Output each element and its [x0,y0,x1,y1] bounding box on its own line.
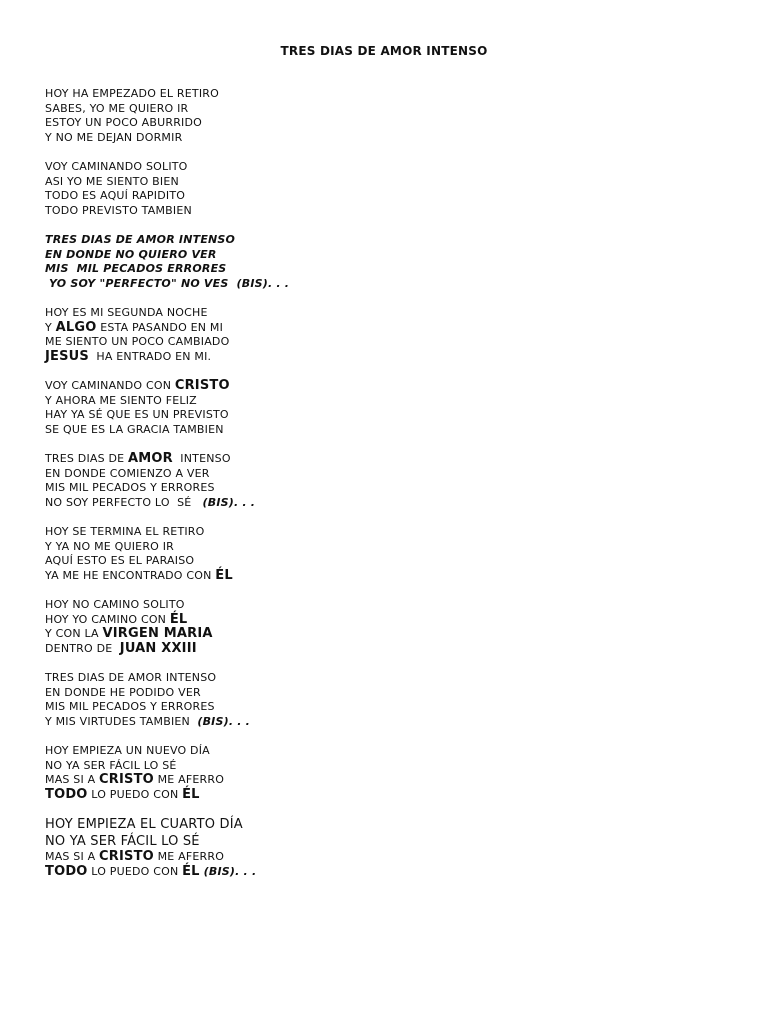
lyric-text: Y CON LA [45,627,103,640]
lyric-line: EN DONDE NO QUIERO VER [45,247,217,261]
lyric-line: EN DONDE HE PODIDO VER [45,685,201,699]
emphasis-word: CRISTO [99,772,154,787]
stanza-3 [45,306,605,364]
emphasis-word: ÉL [169,611,188,627]
lyric-line: ESTOY UN POCO ABURRIDO [45,116,203,129]
emphasis-word: AMOR [128,451,173,466]
lyric-line [45,788,605,803]
lyric-line [45,569,605,584]
lyric-line: HOY EMPIEZA UN NUEVO DÍA [45,744,210,757]
emphasis-word: ÉL [215,567,233,583]
lyric-line [45,613,605,628]
stanza-1 [45,87,605,145]
lyric-line: HAY YA SÉ QUE ES UN PREVISTO [45,408,229,421]
lyric-text: YA ME HE ENCONTRADO CON [45,568,216,582]
lyric-line: EN DONDE COMIENZO A VER [45,466,210,480]
emphasis-word: ÉL [182,863,200,879]
lyric-text: ESTA PASANDO EN MI [96,320,224,334]
chorus-3 [45,671,605,729]
lyric-text: LO PUEDO CON [87,787,183,801]
lyric-line: ME SIENTO UN POCO CAMBIADO [45,335,230,348]
lyric-line: NO YA SER FÁCIL LO SÉ [45,833,200,849]
lyric-text: HOY YO CAMINO CON [45,612,170,626]
emphasis-word: JUAN XXIII [119,640,197,656]
lyric-line: TODO PREVISTO TAMBIEN [45,203,192,217]
lyric-line: HOY HA EMPEZADO EL RETIRO [45,87,219,100]
lyric-line [45,715,605,730]
lyric-line: HOY NO CAMINO SOLITO [45,598,185,611]
lyric-text: HA ENTRADO EN MI. [89,349,212,363]
lyric-line: NO YA SER FÁCIL LO SÉ [45,758,177,772]
lyric-text: INTENSO [172,452,231,465]
lyric-line [45,642,605,657]
stanza-6 [45,598,605,656]
lyric-line [45,496,605,511]
lyric-line: TRES DIAS DE AMOR INTENSO [45,671,217,684]
lyric-text: NO SOY PERFECTO LO SÉ [45,495,203,509]
lyric-line: SABES, YO ME QUIERO IR [45,101,189,115]
lyric-line [45,850,605,865]
lyric-line: HOY SE TERMINA EL RETIRO [45,525,205,538]
chorus-1 [45,233,605,291]
lyric-text: Y MIS VIRTUDES TAMBIEN [45,714,198,728]
stanza-7 [45,744,605,802]
lyric-text: MAS SI A [45,850,100,863]
lyric-text: ME AFERRO [153,850,225,863]
lyric-line: Y AHORA ME SIENTO FELIZ [45,393,197,407]
lyric-text: MAS SI A [45,773,100,786]
lyric-line: SE QUE ES LA GRACIA TAMBIEN [45,422,224,436]
stanza-2 [45,160,605,218]
lyric-line [45,321,605,336]
emphasis-word: ÉL [182,786,200,802]
bis-marker: (BIS). . . [199,864,257,878]
emphasis-word: JESUS [45,348,89,364]
lyric-line: ASI YO ME SIENTO BIEN [45,174,179,188]
lyric-text: LO PUEDO CON [87,864,183,878]
song-title: TRES DIAS DE AMOR INTENSO [280,44,488,58]
lyric-line: TODO ES AQUÍ RAPIDITO [45,189,186,202]
chorus-2 [45,452,605,510]
emphasis-word: TODO [45,786,88,802]
stanza-8 [45,817,605,879]
lyric-line: Y YA NO ME QUIERO IR [45,539,175,553]
lyric-line: VOY CAMINANDO SOLITO [45,160,188,173]
lyric-text: ME AFERRO [153,773,225,786]
lyric-line: HOY EMPIEZA EL CUARTO DÍA [45,817,243,832]
lyric-line: HOY ES MI SEGUNDA NOCHE [45,306,208,319]
emphasis-word: ALGO [55,319,97,335]
lyric-line: TRES DIAS DE AMOR INTENSO [45,233,236,246]
lyric-line: YO SOY "PERFECTO" NO VES (BIS). . . [45,276,290,290]
lyric-line [45,627,605,642]
lyric-line: MIS MIL PECADOS Y ERRORES [45,700,215,713]
lyric-text: DENTRO DE [45,641,120,655]
bis-marker: (BIS). . . [202,495,256,509]
emphasis-word: CRISTO [174,378,230,393]
bis-marker: (BIS). . . [197,714,251,728]
lyric-text: TRES DIAS DE [45,452,129,465]
lyric-line: MIS MIL PECADOS Y ERRORES [45,481,215,494]
lyric-line: AQUÍ ESTO ES EL PARAISO [45,554,195,567]
song-lyrics [45,87,605,894]
stanza-5 [45,525,605,583]
lyric-line [45,350,605,365]
lyric-line [45,773,605,788]
lyric-line [45,452,605,467]
emphasis-word: VIRGEN MARIA [102,626,213,641]
lyric-line [45,865,605,880]
lyric-line [45,379,605,394]
stanza-4 [45,379,605,437]
emphasis-word: TODO [45,863,88,879]
emphasis-word: CRISTO [99,849,154,864]
lyric-text: VOY CAMINANDO CON [45,379,175,392]
lyric-line: MIS MIL PECADOS ERRORES [45,262,227,275]
lyric-text: Y [45,320,56,334]
lyric-line: Y NO ME DEJAN DORMIR [45,130,183,144]
